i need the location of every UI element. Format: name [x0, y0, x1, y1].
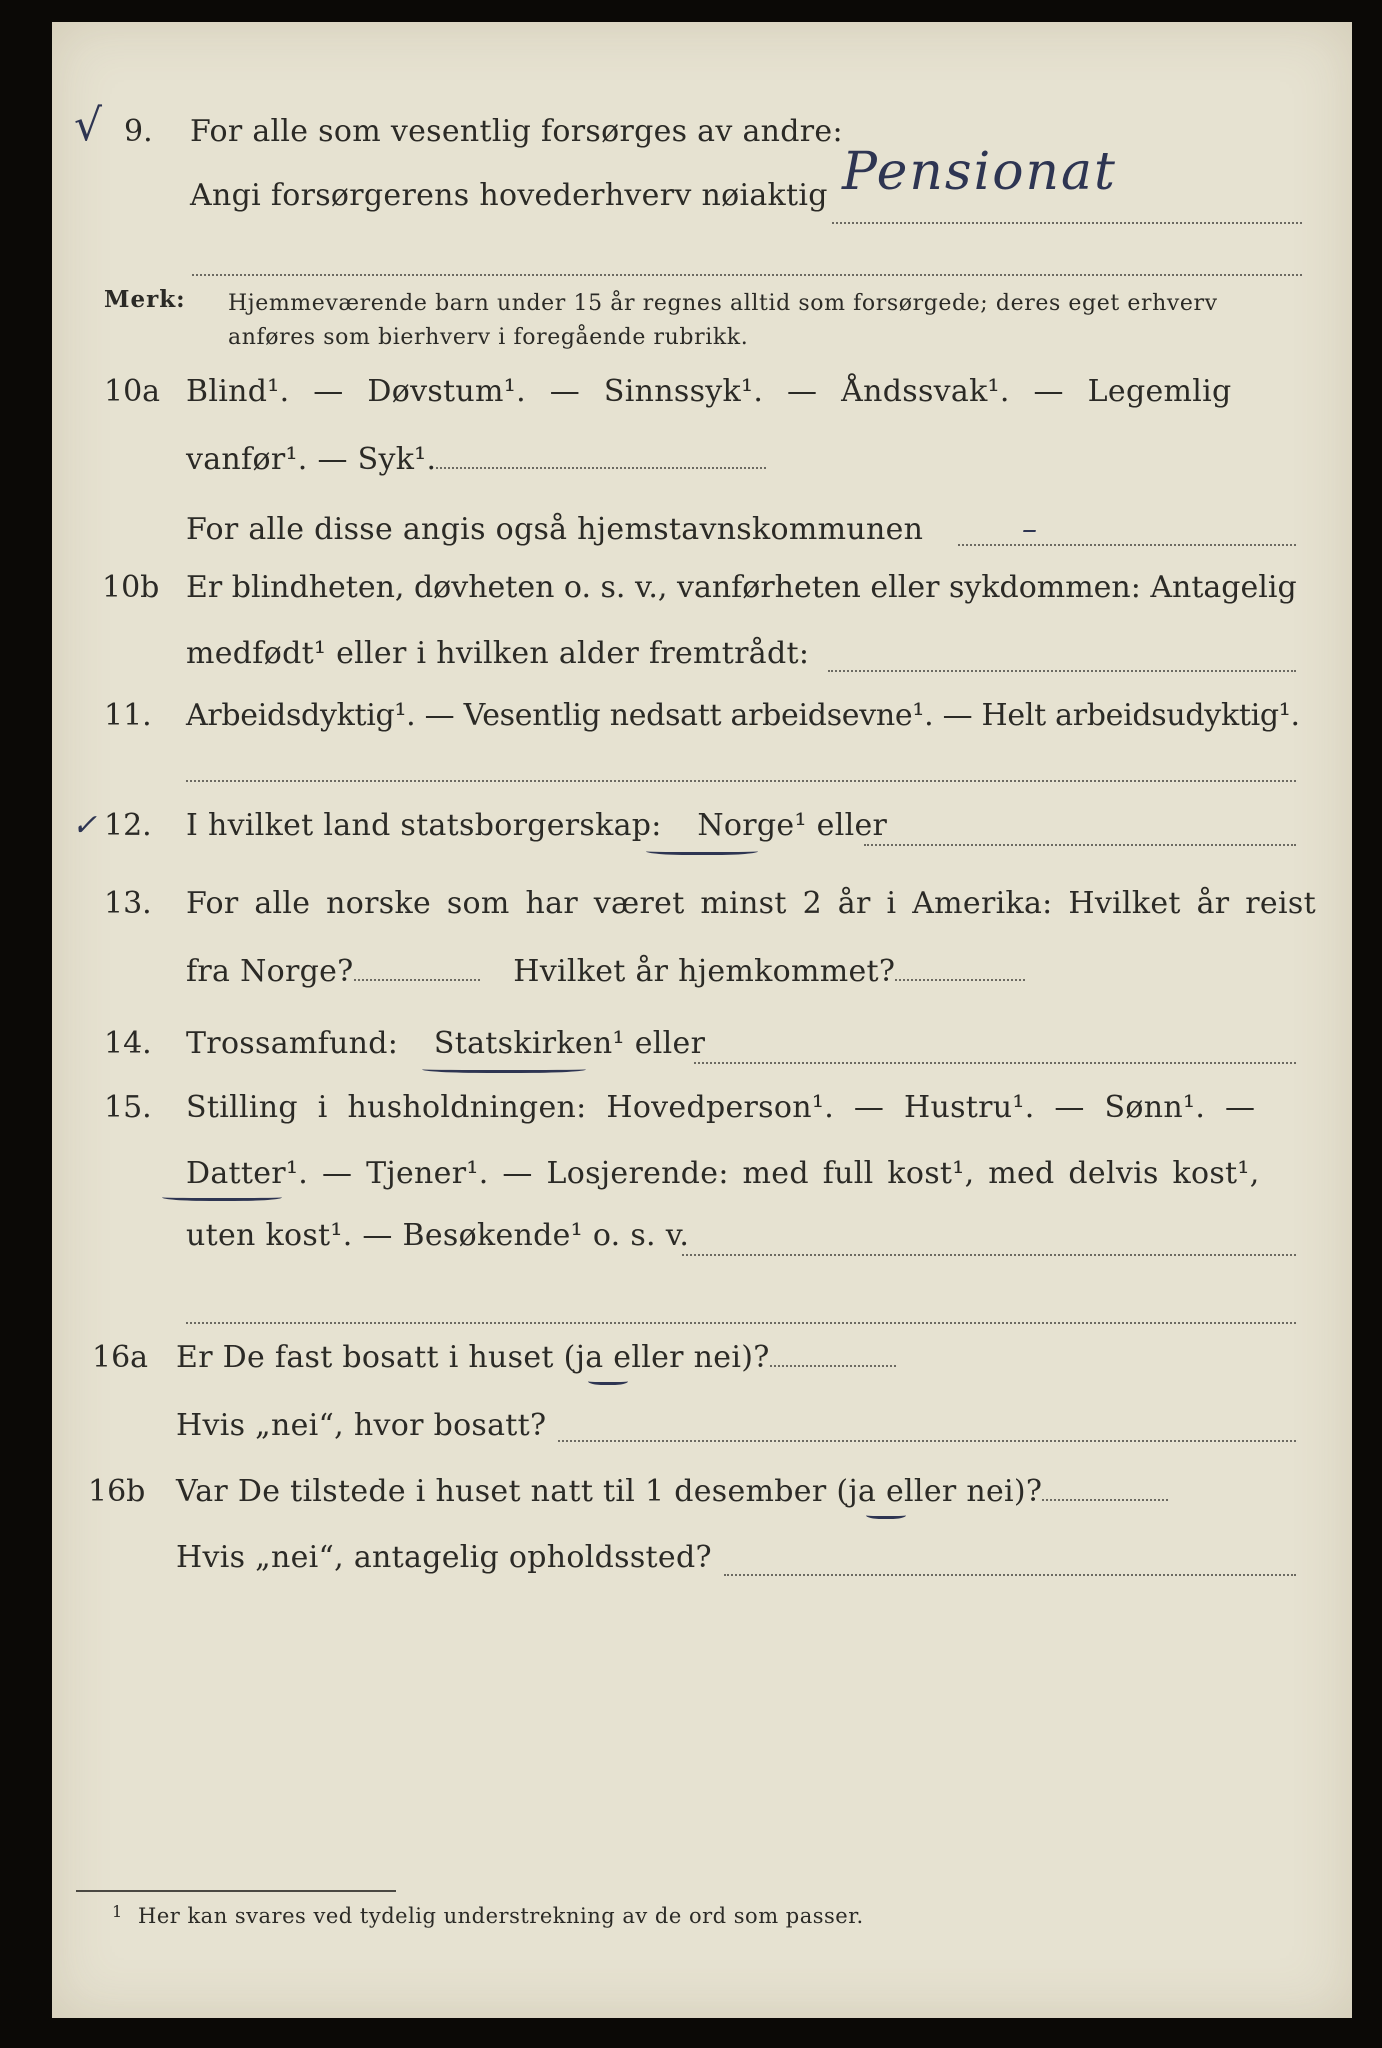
q16b-ja-option: (ja: [836, 1474, 877, 1509]
q15-line2: [186, 1156, 1260, 1191]
q16a-answer-line: [770, 1364, 896, 1367]
q10a-line1: Blind¹. — Døvstum¹. — Sinnssyk¹. — Åndssvak¹. — Legemlig: [186, 374, 1232, 409]
q16a-number: 16a: [92, 1340, 149, 1375]
q10a-number: 10a: [104, 374, 161, 409]
footnote-marker: 1: [112, 1902, 123, 1921]
q12-norge-underline: [646, 846, 758, 855]
q16b-line1: [176, 1474, 1168, 1509]
footnote-separator: [76, 1890, 396, 1892]
q16b-opholdssted-label: Hvis „nei“, antagelig opholdssted?: [176, 1540, 712, 1575]
q13-reist-answer-line: [354, 978, 480, 981]
q15-line2-text: . — Tjener¹. — Losjerende: med full kost¹, med delvis kost¹,: [298, 1156, 1260, 1191]
q9-extra-line: [192, 274, 1302, 276]
q10a-answer-line: [436, 466, 766, 469]
q12-norge-option: Norge¹: [697, 808, 807, 843]
q16b-answer-line: [1042, 1498, 1168, 1501]
q16a-ja-underline: [588, 1376, 628, 1385]
q9-line1: [190, 114, 843, 149]
q16a-eller-nei-text: eller nei)?: [613, 1340, 770, 1375]
q16a-ja-option: (ja: [563, 1340, 604, 1375]
q10b-number: 10b: [102, 570, 160, 605]
q9-answer-handwriting: Pensionat: [842, 142, 1117, 202]
q14-label: Trossamfund:: [186, 1026, 399, 1061]
q9-number: 9.: [124, 114, 153, 149]
q16a-line1: [176, 1340, 896, 1375]
q15-number: 15.: [104, 1090, 152, 1125]
q13-line1: For alle norske som har været minst 2 år i Amerika: Hvilket år reist: [186, 886, 1316, 921]
q15-extra-line: [186, 1322, 1296, 1324]
q16b-question-text: Var De tilstede i huset natt til 1 desember: [176, 1474, 827, 1509]
q12-answer-line: [864, 844, 1296, 846]
q10a-line2: [186, 442, 766, 477]
q9-line2: [190, 178, 828, 213]
q10a-vanfor-text: vanfør¹. — Syk¹.: [186, 442, 437, 477]
q14-line1: [186, 1026, 705, 1061]
q9-answer-line: [832, 222, 1302, 224]
q11-number: 11.: [104, 698, 152, 733]
q10b-alder-label: medfødt¹ eller i hvilken alder fremtrådt:: [186, 636, 810, 671]
q15-line1: Stilling i husholdningen: Hovedperson¹. — Hustru¹. — Sønn¹. —: [186, 1090, 1256, 1125]
q15-datter-underline: [162, 1192, 282, 1201]
q10a-dash-mark: –: [1022, 512, 1037, 547]
q16b-eller-nei-text: eller nei)?: [885, 1474, 1043, 1509]
q14-statskirken-underline: [422, 1064, 586, 1073]
q13-hjemkommet-label: Hvilket år hjemkommet?: [513, 954, 896, 989]
q10b-line2: [186, 636, 809, 671]
q15-line3: [186, 1218, 689, 1253]
q11-line1: Arbeidsdyktig¹. — Vesentlig nedsatt arbeidsevne¹. — Helt arbeidsudyktig¹.: [186, 698, 1300, 733]
q16a-line2: [176, 1408, 546, 1443]
q13-hjemkommet-answer-line: [895, 978, 1025, 981]
q11-answer-line: [186, 780, 1296, 782]
q9-occupation-label: Angi forsørgerens hovederhverv nøiaktig: [190, 178, 828, 213]
q16b-opholdssted-line: [724, 1574, 1296, 1576]
merk-label: Merk:: [104, 286, 186, 313]
q9-question-text: For alle som vesentlig forsørges av andre:: [190, 114, 843, 149]
q16b-line2: [176, 1540, 712, 1575]
q13-reist-label: fra Norge?: [186, 954, 354, 989]
q15-line3-text: uten kost¹. — Besøkende¹ o. s. v.: [186, 1218, 690, 1253]
census-form-page: [52, 22, 1352, 2018]
q15-datter-option: Datter¹: [186, 1156, 299, 1191]
q12-line1: [186, 808, 887, 843]
q14-number: 14.: [104, 1026, 152, 1061]
q12-number: 12.: [104, 808, 152, 843]
q14-statskirken-option: Statskirken¹: [433, 1026, 625, 1061]
q16a-question-text: Er De fast bosatt i huset: [176, 1340, 554, 1375]
q10a-hjemstavn-label: For alle disse angis også hjemstavnskommunen: [186, 512, 924, 547]
q14-eller-text: eller: [634, 1026, 706, 1061]
q12-check-mark: ✓: [72, 808, 98, 843]
q12-eller-text: eller: [816, 808, 888, 843]
q10a-line3: [186, 512, 923, 547]
q16b-number: 16b: [88, 1474, 146, 1509]
q10b-line1: Er blindheten, døvheten o. s. v., vanførheten eller sykdommen: Antagelig: [186, 570, 1297, 605]
footnote-text: Her kan svares ved tydelig understrekning av de ord som passer.: [138, 1904, 864, 1928]
q15-answer-line: [682, 1254, 1296, 1256]
q13-line2: [186, 954, 1025, 989]
q14-answer-line: [694, 1062, 1296, 1064]
q16a-bosatt-label: Hvis „nei“, hvor bosatt?: [176, 1408, 547, 1443]
q16b-ja-underline: [866, 1510, 906, 1519]
q13-number: 13.: [104, 886, 152, 921]
q12-question-text: I hvilket land statsborgerskap:: [186, 808, 662, 843]
merk-note-line1: Hjemmeværende barn under 15 år regnes alltid som forsørgede; deres eget erhverv: [228, 291, 1218, 316]
merk-note-line2: anføres som bierhverv i foregående rubrikk.: [228, 325, 749, 350]
q9-check-mark: √: [74, 100, 103, 151]
q16a-bosatt-line: [558, 1440, 1296, 1442]
q10b-answer-line: [828, 670, 1296, 672]
q10a-hjemstavn-line: [958, 544, 1296, 546]
